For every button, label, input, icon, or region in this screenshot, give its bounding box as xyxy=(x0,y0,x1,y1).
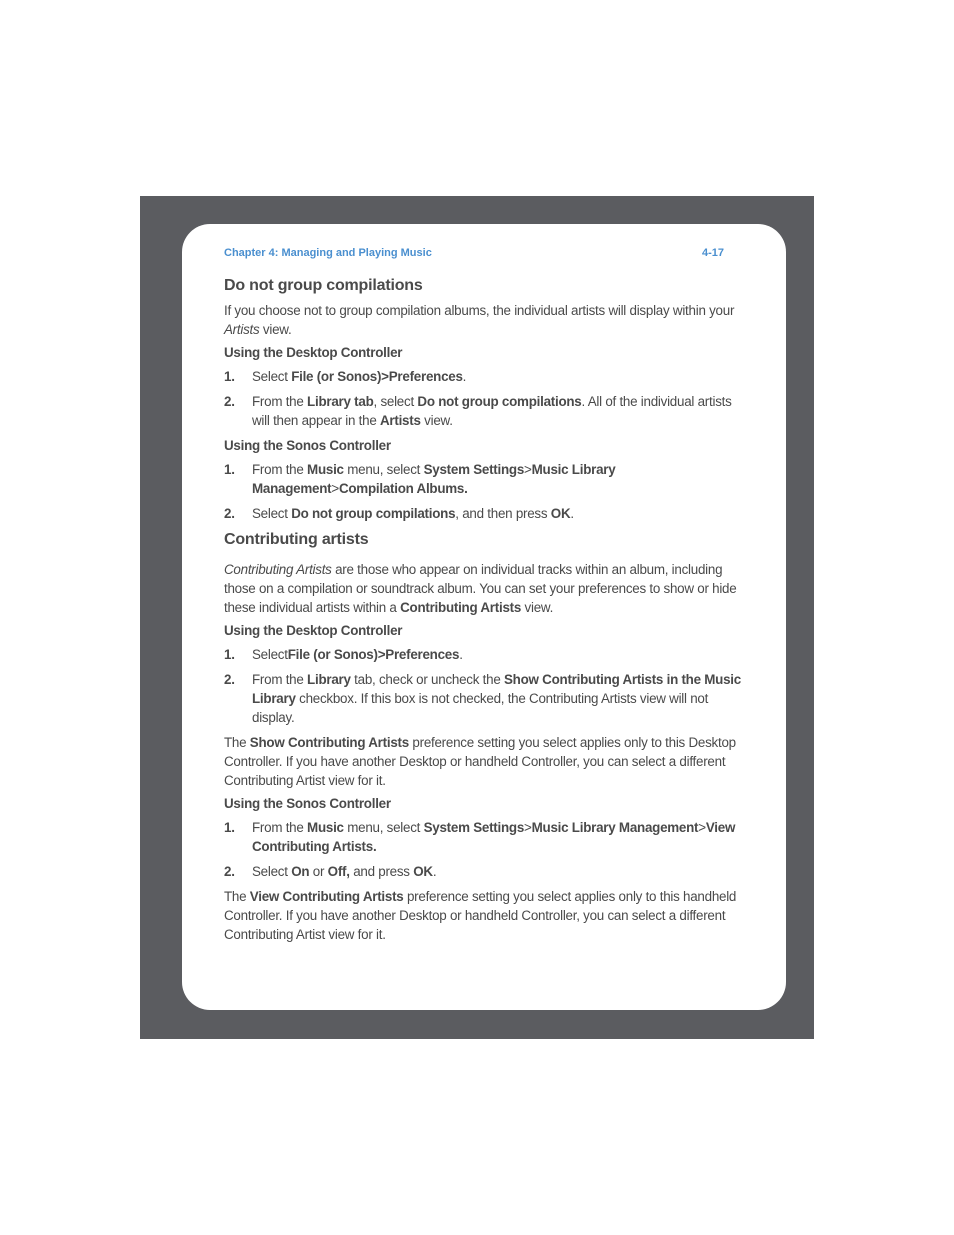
note-paragraph: The Show Contributing Artists preference setting you select applies only to this Desktop Controller. If you have another Desktop or handheld Controller, you can select a different Contributing Artist view for it. xyxy=(224,735,736,788)
subheading-desktop: Using the Desktop Controller xyxy=(224,623,403,638)
steps-sonos xyxy=(224,818,742,881)
note-paragraph: The View Contributing Artists preference setting you select applies only to this handheld Controller. If you have another Desktop or handheld Controller, you can select a different Contributing Artist view for it. xyxy=(224,889,737,942)
section-title-do-not-group: Do not group compilations xyxy=(224,277,423,294)
list-item: 2. Select Do not group compilations, and then press OK. xyxy=(224,506,574,521)
page-number: 4-17 xyxy=(701,247,724,259)
subheading-sonos: Using the Sonos Controller xyxy=(224,796,391,811)
running-header xyxy=(224,247,742,259)
subheading-sonos: Using the Sonos Controller xyxy=(224,438,391,453)
subheading-desktop: Using the Desktop Controller xyxy=(224,345,403,360)
list-item: 1. From the Music menu, select System Settings>Music Library Management>Compilation Albums. xyxy=(224,462,616,496)
document-page xyxy=(182,224,786,1010)
steps-sonos xyxy=(224,460,742,523)
list-item: 1. Select File (or Sonos)>Preferences. xyxy=(224,369,467,384)
chapter-title: Chapter 4: Managing and Playing Music xyxy=(224,247,432,259)
list-item: 2. From the Library tab, select Do not group compilations. All of the individual artists will then appear in the Artists view. xyxy=(224,394,732,428)
list-item: 1. SelectFile (or Sonos)>Preferences. xyxy=(224,647,463,662)
section-title-contributing-artists: Contributing artists xyxy=(224,531,369,548)
list-item: 2. From the Library tab, check or uncheck the Show Contributing Artists in the Music Library checkbox. If this box is not checked, the Contributing Artists view will not display. xyxy=(224,672,741,725)
list-item: 2. Select On or Off, and press OK. xyxy=(224,864,437,879)
section-intro: Contributing Artists are those who appear on individual tracks within an album, including those on a compilation or soundtrack album. You can set your preferences to show or hide these individual artists within a Contributing Artists view. xyxy=(224,562,737,615)
steps-desktop xyxy=(224,367,742,430)
section-intro: If you choose not to group compilation albums, the individual artists will display within your Artists view. xyxy=(224,303,735,337)
list-item: 1. From the Music menu, select System Settings>Music Library Management>View Contributing Artists. xyxy=(224,820,736,854)
steps-desktop xyxy=(224,645,742,727)
